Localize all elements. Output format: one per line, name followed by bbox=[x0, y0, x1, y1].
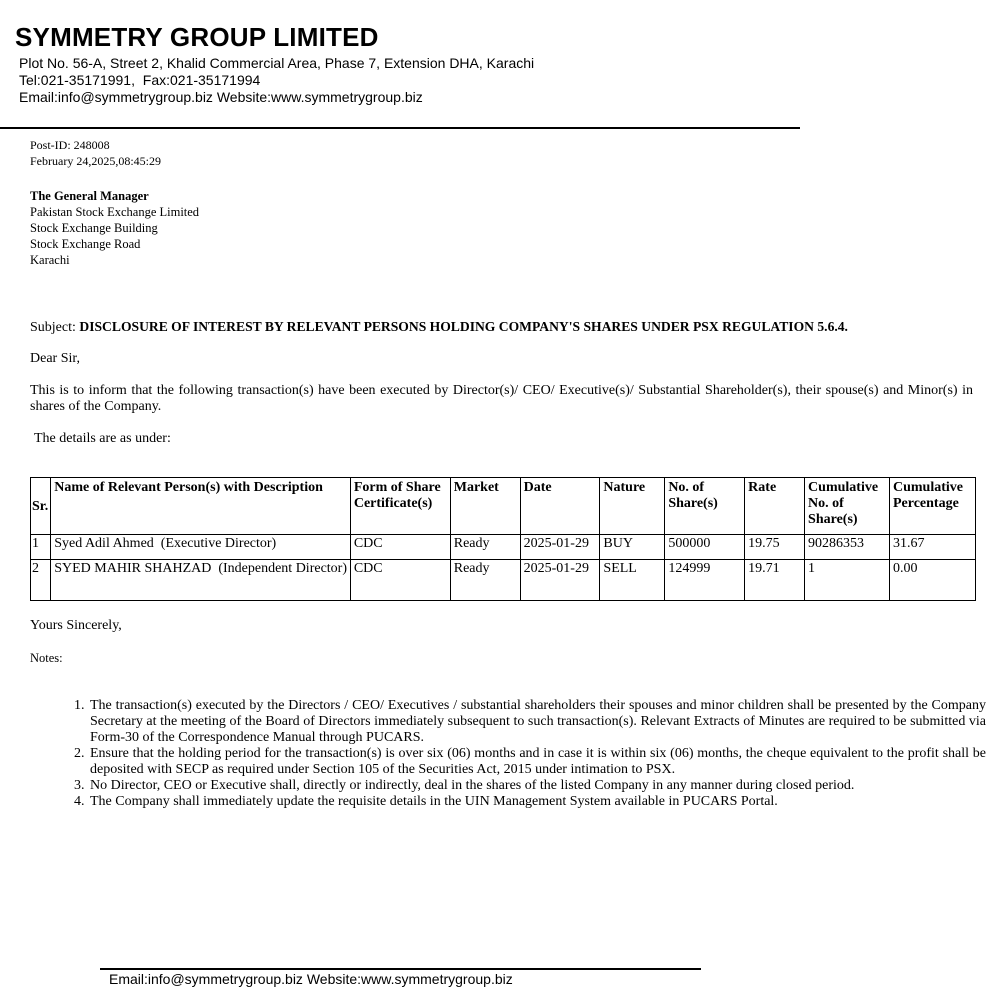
recipient-line: Stock Exchange Building bbox=[30, 221, 158, 235]
note-text: No Director, CEO or Executive shall, directly or indirectly, deal in the shares of the listed Company in any manner during closed period. bbox=[90, 778, 855, 793]
note-number: 2. bbox=[74, 746, 85, 761]
cell-shares: 124999 bbox=[665, 560, 745, 601]
note-item bbox=[74, 778, 986, 794]
cell-sr: 1 bbox=[31, 535, 51, 560]
cell-nature: SELL bbox=[600, 560, 665, 601]
cell-name: SYED MAHIR SHAHZAD (Independent Director) bbox=[51, 560, 351, 601]
salutation: Dear Sir, bbox=[30, 351, 80, 366]
recipient-title: The General Manager bbox=[30, 189, 149, 203]
intro-paragraph: This is to inform that the following transaction(s) have been executed by Director(s)/ CEO/ Executive(s)/ Substantial Shareholder(s), their spouse(s) and Minor(s) in shares of the Company. bbox=[30, 383, 973, 414]
header-shares: No. of Share(s) bbox=[665, 478, 745, 535]
cell-cumulative-shares: 1 bbox=[805, 560, 890, 601]
header-cumulative-shares: Cumulative No. of Share(s) bbox=[805, 478, 890, 535]
header-date: Date bbox=[520, 478, 600, 535]
cell-form: CDC bbox=[350, 535, 450, 560]
header-divider bbox=[0, 127, 800, 129]
cell-cumulative-percentage: 31.67 bbox=[889, 535, 975, 560]
company-phone-fax: Tel:021-35171991, Fax:021-35171994 bbox=[19, 72, 261, 88]
cell-rate: 19.71 bbox=[745, 560, 805, 601]
cell-date: 2025-01-29 bbox=[520, 560, 600, 601]
header-cumulative-percentage: Cumulative Percentage bbox=[889, 478, 975, 535]
cell-sr: 2 bbox=[31, 560, 51, 601]
cell-nature: BUY bbox=[600, 535, 665, 560]
table-row bbox=[31, 560, 976, 601]
company-name: SYMMETRY GROUP LIMITED bbox=[15, 22, 379, 52]
table-header-row bbox=[31, 478, 976, 535]
cell-market: Ready bbox=[450, 560, 520, 601]
subject-text: DISCLOSURE OF INTEREST BY RELEVANT PERSONS HOLDING COMPANY'S SHARES UNDER PSX REGULATION 5.6.4. bbox=[79, 319, 848, 334]
note-item bbox=[74, 746, 986, 778]
footer-email-website: Email:info@symmetrygroup.biz Website:www.symmetrygroup.biz bbox=[109, 971, 513, 987]
notes-label: Notes: bbox=[30, 651, 63, 665]
recipient-line: Karachi bbox=[30, 253, 70, 267]
footer-divider bbox=[100, 968, 701, 970]
disclosure-table bbox=[30, 477, 976, 601]
header-rate: Rate bbox=[745, 478, 805, 535]
cell-market: Ready bbox=[450, 535, 520, 560]
company-address: Plot No. 56-A, Street 2, Khalid Commercial Area, Phase 7, Extension DHA, Karachi bbox=[19, 55, 535, 71]
table-row bbox=[31, 535, 976, 560]
note-item bbox=[74, 698, 986, 746]
note-item bbox=[74, 794, 986, 810]
header-name: Name of Relevant Person(s) with Description bbox=[51, 478, 351, 535]
details-intro: The details are as under: bbox=[34, 431, 171, 446]
cell-cumulative-percentage: 0.00 bbox=[889, 560, 975, 601]
header-nature: Nature bbox=[600, 478, 665, 535]
subject-line bbox=[30, 319, 848, 336]
closing: Yours Sincerely, bbox=[30, 618, 122, 633]
cell-cumulative-shares: 90286353 bbox=[805, 535, 890, 560]
note-text: The Company shall immediately update the requisite details in the UIN Management System available in PUCARS Portal. bbox=[90, 794, 778, 809]
header-form: Form of Share Certificate(s) bbox=[350, 478, 450, 535]
post-datetime: February 24,2025,08:45:29 bbox=[30, 154, 161, 168]
company-email-website: Email:info@symmetrygroup.biz Website:www.symmetrygroup.biz bbox=[19, 89, 423, 105]
cell-rate: 19.75 bbox=[745, 535, 805, 560]
header-sr: Sr. bbox=[31, 478, 51, 535]
note-number: 1. bbox=[74, 698, 85, 713]
cell-date: 2025-01-29 bbox=[520, 535, 600, 560]
recipient-line: Stock Exchange Road bbox=[30, 237, 141, 251]
note-number: 4. bbox=[74, 794, 85, 809]
cell-shares: 500000 bbox=[665, 535, 745, 560]
note-text: The transaction(s) executed by the Directors / CEO/ Executives / substantial shareholders their spouses and minor children shall be presented by the Company Secretary at the meeting of the Board of Directors immediately subsequent to such transaction(s). Relevant Extracts of Minutes are required to be submitted via Form-30 of the Correspondence Manual through PUCARS. bbox=[90, 698, 986, 745]
subject-label: Subject: bbox=[30, 320, 76, 335]
note-number: 3. bbox=[74, 778, 85, 793]
cell-form: CDC bbox=[350, 560, 450, 601]
note-text: Ensure that the holding period for the transaction(s) is over six (06) months and in case it is within six (06) months, the cheque equivalent to the profit shall be deposited with SECP as required under Section 105 of the Securities Act, 2015 under intimation to PSX. bbox=[90, 746, 986, 777]
header-market: Market bbox=[450, 478, 520, 535]
notes-list bbox=[74, 698, 986, 810]
recipient-line: Pakistan Stock Exchange Limited bbox=[30, 205, 200, 219]
cell-name: Syed Adil Ahmed (Executive Director) bbox=[51, 535, 351, 560]
post-id: Post-ID: 248008 bbox=[30, 138, 110, 152]
